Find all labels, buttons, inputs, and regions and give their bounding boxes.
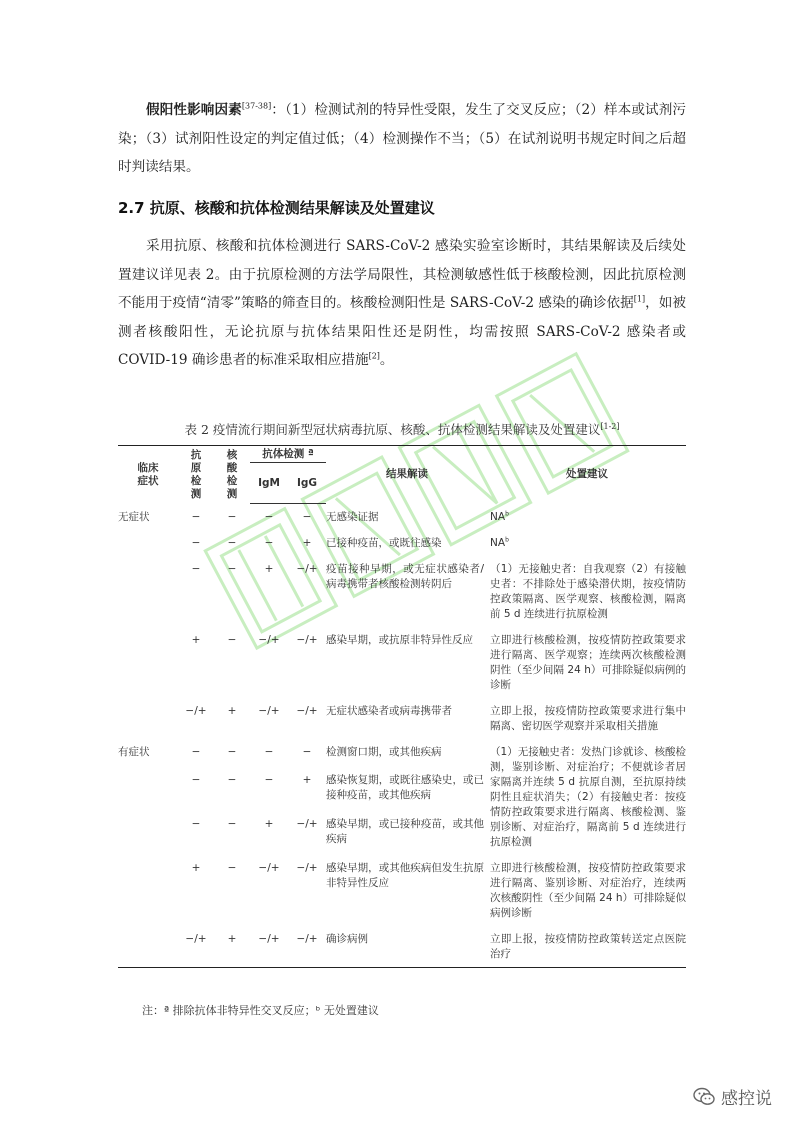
antigen-cell: − xyxy=(191,817,201,830)
table-row xyxy=(118,698,686,739)
igg-cell: + xyxy=(302,537,312,549)
header-igg: IgG xyxy=(288,463,326,504)
nucleic-cell: + xyxy=(214,926,250,968)
igm-cell: −/+ xyxy=(250,926,288,968)
table-row xyxy=(118,504,686,531)
table-row xyxy=(118,926,686,968)
citation: [1-2] xyxy=(600,421,620,431)
nucleic-cell: + xyxy=(227,705,237,717)
nucleic-cell: − xyxy=(227,537,237,549)
table-row xyxy=(118,627,686,698)
antigen-cell: − xyxy=(191,537,201,549)
citation: [2] xyxy=(368,351,380,361)
paragraph-text: ：（1）检测试剂的特异性受限，发生了交叉反应；（2）样本或试剂污染；（3）试剂阳性设定的判定值过低；（4）检测操作不当；（5）在试剂说明书规定时间之后超时判读结果。 xyxy=(118,102,687,175)
antigen-cell: −/+ xyxy=(178,926,214,968)
header-interpretation: 结果解读 xyxy=(326,446,488,504)
advice-cell: 立即上报，按疫情防控政策转送定点医院治疗 xyxy=(488,926,686,968)
nucleic-cell: − xyxy=(227,746,237,758)
table-footnote: 注：ª 排除抗体非特异性交叉反应；ᵇ 无处置建议 xyxy=(142,1004,379,1017)
igm-cell: − xyxy=(264,511,274,523)
results-table xyxy=(118,445,686,968)
interpretation-cell: 疫苗接种早期，或无症状感染者/病毒携带者核酸检测转阴后 xyxy=(326,563,485,590)
igg-cell: + xyxy=(302,773,312,786)
brand-mark[interactable] xyxy=(693,1084,772,1109)
header-nucleic: 核酸检测 xyxy=(214,446,250,504)
igg-cell: −/+ xyxy=(296,563,318,575)
igm-cell: + xyxy=(264,563,274,575)
igm-cell: − xyxy=(264,746,274,758)
paragraph-false-positive xyxy=(118,96,686,182)
interpretation-cell: 感染早期，或抗原非特异性反应 xyxy=(326,634,474,646)
header-antibody: 抗体检测 ª xyxy=(250,446,326,463)
paragraph-text: ，如被测者核酸阳性，无论抗原与抗体结果阳性还是阴性，均需按照 SARS-CoV-2 感染者或 COVID-19 确诊患者的标准采取相应措施 xyxy=(118,295,687,368)
brand-name: 感控说 xyxy=(721,1089,772,1109)
advice-cell: $NA^b$ xyxy=(490,536,509,549)
nucleic-cell: − xyxy=(227,773,237,786)
citation: [1] xyxy=(633,294,646,304)
advice-cell: （1）无接触史者：发热门诊就诊、核酸检测，鉴别诊断、对症治疗；不便就诊者居家隔离并连续 5 d 抗原自测，至抗原持续阴性且症状消失；（2）有接触史者：按疫情防控政策要求进行隔离、核酸检测、鉴别诊断、对症治疗，隔离前 5 d 连续进行抗原检测 xyxy=(490,746,687,848)
igg-cell: −/+ xyxy=(296,705,318,717)
interpretation-cell: 感染恢复期，或既往感染史，或已接种疫苗，或其他疾病 xyxy=(326,773,485,801)
term-false-positive: 假阳性影响因素 xyxy=(146,102,242,118)
antigen-cell: − xyxy=(191,563,201,575)
antigen-cell: − xyxy=(191,510,201,523)
nucleic-cell: − xyxy=(227,817,237,830)
igm-cell: −/+ xyxy=(258,705,280,717)
advice-cell: 立即进行核酸检测，按疫情防控政策要求进行隔离、医学观察；连续两次核酸检测阴性（至少间隔 24 h）可排除疑似病例的诊断 xyxy=(490,634,687,691)
table-row xyxy=(118,556,686,627)
igm-cell: −/+ xyxy=(258,634,280,646)
igm-cell: − xyxy=(264,773,274,786)
antigen-cell: + xyxy=(191,634,201,646)
igm-cell: − xyxy=(264,537,274,549)
antigen-cell: − xyxy=(191,773,201,786)
nucleic-cell: − xyxy=(227,862,237,874)
igm-cell: + xyxy=(264,817,274,830)
paragraph-text: 。 xyxy=(379,352,394,368)
header-clinical: 临床症状 xyxy=(118,446,178,504)
wechat-icon xyxy=(693,1087,715,1107)
clinical-cell: 有症状 xyxy=(118,746,150,758)
antigen-cell: − xyxy=(191,746,201,758)
interpretation-cell: 感染早期，或已接种疫苗，或其他疾病 xyxy=(326,817,485,845)
igm-cell: −/+ xyxy=(258,862,280,874)
table-row xyxy=(118,739,686,767)
caption-text: 表 2 疫情流行期间新型冠状病毒抗原、核酸、抗体检测结果解读及处置建议 xyxy=(184,422,601,437)
igg-cell: −/+ xyxy=(296,634,318,646)
igg-cell: −/+ xyxy=(288,926,326,968)
antigen-cell: −/+ xyxy=(185,705,207,717)
header-advice: 处置建议 xyxy=(488,446,686,504)
igg-cell: −/+ xyxy=(296,862,318,874)
advice-cell: （1）无接触史者：自我观察（2）有接触史者：不排除处于感染潜伏期，按疫情防控政策隔离、医学观察、核酸检测，隔离前 5 d 连续进行抗原检测 xyxy=(490,563,687,620)
advice-cell: $NA^b$ xyxy=(490,510,509,523)
igg-cell: −/+ xyxy=(296,817,318,830)
nucleic-cell: − xyxy=(227,563,237,575)
nucleic-cell: − xyxy=(227,634,237,646)
interpretation-cell: 检测窗口期，或其他疾病 xyxy=(326,746,442,758)
header-igm: IgM xyxy=(250,463,288,504)
table-row xyxy=(118,530,686,556)
advice-cell: 立即上报，按疫情防控政策要求进行集中隔离、密切医学观察并采取相关措施 xyxy=(490,705,687,732)
interpretation-cell: 确诊病例 xyxy=(326,926,488,968)
advice-cell: 立即进行核酸检测，按疫情防控政策要求进行隔离、鉴别诊断、对症治疗，连续两次核酸阴性（至少间隔 24 h）可排除疑似病例诊断 xyxy=(490,862,687,919)
table-row xyxy=(118,855,686,926)
header-antigen: 抗原检测 xyxy=(178,446,214,504)
citation: [37-38] xyxy=(241,101,272,111)
nucleic-cell: − xyxy=(227,510,237,523)
interpretation-cell: 无感染证据 xyxy=(326,510,379,523)
interpretation-cell: 已接种疫苗，或既往感染 xyxy=(326,537,442,549)
table-caption xyxy=(118,420,686,438)
igg-cell: − xyxy=(302,746,312,758)
paragraph-interpretation xyxy=(118,232,686,375)
paragraph-text: 采用抗原、核酸和抗体检测进行 SARS-CoV-2 感染实验室诊断时，其结果解读及后续处置建议详见表 2。由于抗原检测的方法学局限性，其检测敏感性低于核酸检测，因此抗原检测不能用于疫情“清零”策略的筛查目的。核酸检测阳性是 SARS-CoV-2 感染的确诊依据 xyxy=(118,238,686,311)
clinical-cell: 无症状 xyxy=(118,510,150,523)
section-heading: 2.7 抗原、核酸和抗体检测结果解读及处置建议 xyxy=(118,199,435,217)
interpretation-cell: 无症状感染者或病毒携带者 xyxy=(326,705,453,717)
antigen-cell: + xyxy=(191,862,201,874)
interpretation-cell: 感染早期，或其他疾病但发生抗原非特异性反应 xyxy=(326,862,485,889)
igg-cell: − xyxy=(302,511,312,523)
